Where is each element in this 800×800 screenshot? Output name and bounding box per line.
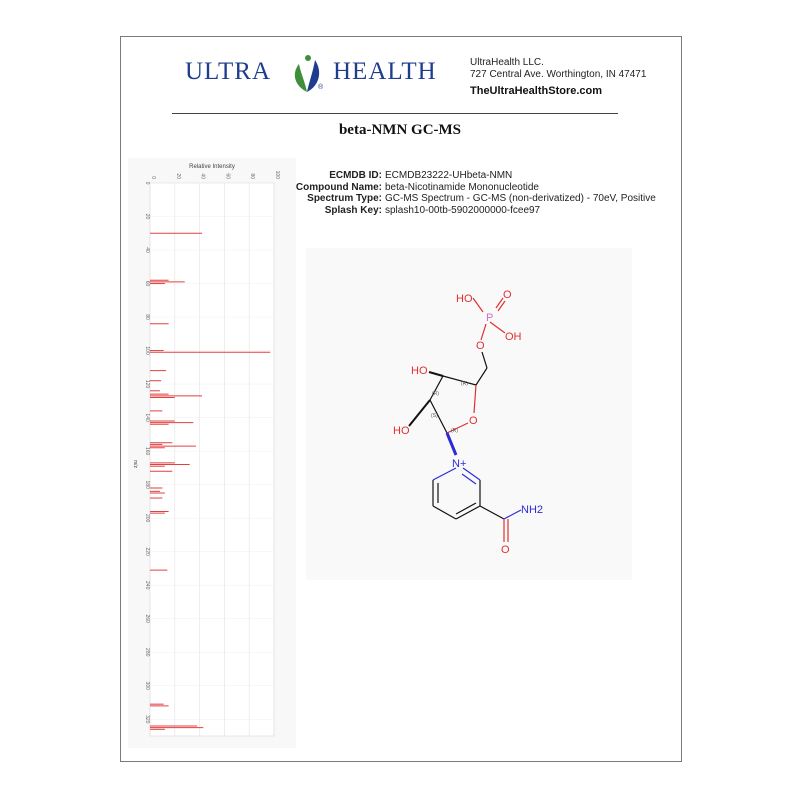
- y-tick-label: 40: [144, 247, 150, 253]
- company-name: UltraHealth LLC.: [470, 57, 544, 68]
- meta-value: GC-MS Spectrum - GC-MS (non-derivatized) - 70eV, Positive: [385, 193, 656, 204]
- y-tick-label: 220: [144, 547, 150, 556]
- store-link[interactable]: TheUltraHealthStore.com: [470, 85, 603, 97]
- x-tick-label: 80: [249, 173, 256, 179]
- atom-label: HO: [456, 293, 473, 305]
- y-tick-label: 0: [144, 181, 150, 185]
- spectrum-chart: [128, 158, 296, 748]
- compound-metadata: [294, 170, 656, 216]
- company-info: [470, 57, 646, 97]
- chart-title: Relative Intensity: [189, 164, 235, 170]
- y-tick-label: 300: [144, 681, 150, 690]
- stereo-label: (S): [431, 413, 438, 419]
- meta-key: Spectrum Type:: [307, 193, 382, 204]
- logo-text-health: HEALTH: [333, 58, 437, 85]
- meta-key: ECMDB ID:: [329, 170, 382, 181]
- y-tick-label: 80: [144, 314, 150, 320]
- meta-key: Compound Name:: [295, 181, 382, 193]
- plot-area: [150, 183, 274, 736]
- y-axis-label: m/z: [132, 459, 138, 469]
- y-tick-label: 180: [144, 480, 150, 489]
- meta-value: ECMDB23222-UHbeta-NMN: [385, 170, 513, 181]
- atom-label: O: [501, 544, 510, 556]
- x-tick-label: 20: [174, 173, 181, 179]
- atom-label: HO: [411, 365, 428, 377]
- x-tick-label: 0: [150, 176, 156, 179]
- x-tick-label: 100: [274, 170, 280, 179]
- atom-label: O: [476, 340, 485, 352]
- meta-value: beta-Nicotinamide Mononucleotide: [385, 181, 539, 193]
- molecule-svg: [306, 248, 632, 580]
- atom-label: O: [503, 289, 512, 301]
- y-tick-label: 20: [144, 213, 150, 220]
- molecule-structure: [306, 248, 632, 580]
- spectrum-svg: [128, 158, 296, 748]
- meta-key: Splash Key:: [324, 204, 382, 216]
- stereo-label: (R): [461, 381, 468, 387]
- y-tick-label: 60: [144, 280, 150, 287]
- y-tick-label: 260: [144, 614, 150, 623]
- registered-mark: ®: [318, 84, 324, 91]
- meta-row-spectrum: [294, 193, 656, 205]
- stereo-label: (R): [432, 391, 439, 397]
- atom-labels: [393, 289, 543, 556]
- atom-label: NH2: [521, 504, 544, 516]
- y-tick-label: 100: [144, 346, 150, 355]
- y-tick-label: 140: [144, 413, 150, 422]
- y-tick-label: 160: [144, 446, 150, 456]
- atom-label: N+: [452, 458, 467, 470]
- meta-row-compound: [294, 182, 656, 194]
- meta-row-splash: [294, 205, 656, 217]
- y-tick-label: 240: [144, 581, 150, 590]
- ultrahealth-logo: [185, 52, 455, 96]
- atom-label: O: [469, 415, 478, 427]
- meta-row-ecmdb: [294, 170, 656, 182]
- company-address: 727 Central Ave. Worthington, IN 47471: [470, 69, 647, 80]
- logo-text-ultra: ULTRA: [185, 58, 272, 85]
- atom-label: P: [486, 312, 494, 324]
- x-tick-label: 60: [224, 173, 231, 179]
- document-title: beta-NMN GC-MS: [338, 122, 462, 138]
- y-tick-label: 320: [144, 715, 150, 724]
- stereo-label: (R): [451, 428, 458, 434]
- atom-label: HO: [393, 425, 410, 437]
- y-tick-label: 280: [144, 648, 150, 657]
- header-divider: [172, 113, 618, 114]
- atom-label: OH: [505, 331, 522, 343]
- x-tick-label: 40: [199, 173, 206, 179]
- meta-value: splash10-00tb-5902000000-fcee97: [385, 204, 541, 216]
- y-tick-label: 120: [144, 379, 150, 389]
- y-tick-label: 200: [144, 513, 150, 523]
